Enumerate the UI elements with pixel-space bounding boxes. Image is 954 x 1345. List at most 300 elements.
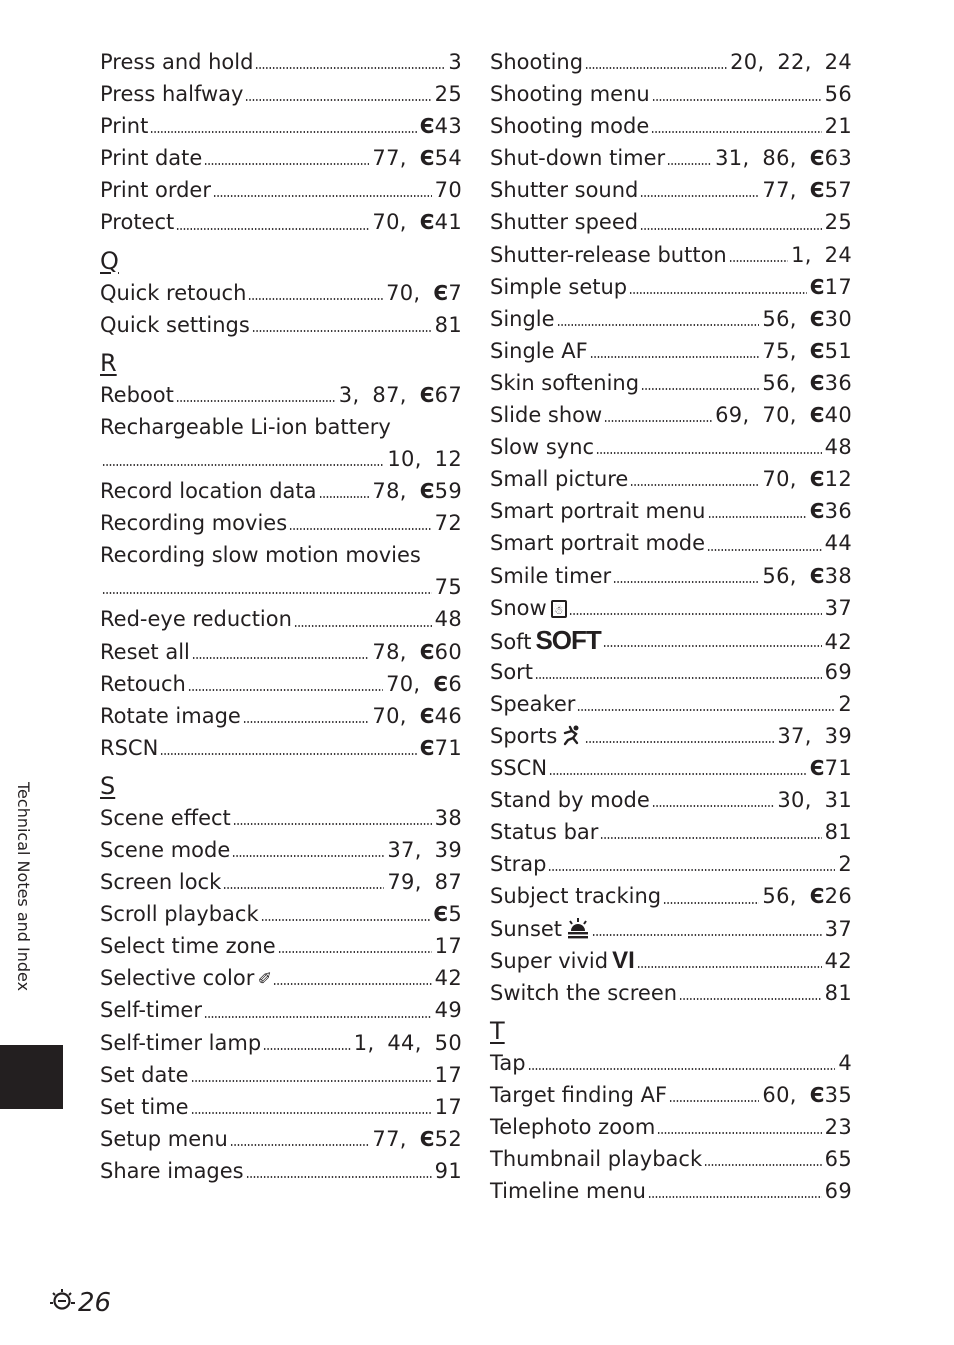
index-page-refs [825, 110, 852, 142]
index-page-refs [386, 668, 462, 700]
page-refs-text: 44 [824, 531, 852, 556]
index-page-refs [386, 277, 462, 309]
index-term [490, 816, 598, 848]
index-term [100, 206, 174, 238]
index-term [100, 46, 253, 78]
index-term-text: Scene effect [100, 805, 231, 830]
index-term-text: Subject tracking [490, 884, 662, 909]
index-term [490, 656, 533, 688]
page-refs-text: 38 [434, 805, 462, 830]
index-entry [490, 206, 852, 238]
index-entry [490, 46, 852, 78]
index-section-letter [100, 239, 462, 277]
index-term-text: Smart portrait menu [490, 499, 706, 524]
page-refs-text: 78, [372, 639, 420, 664]
index-term-text: Print date [100, 146, 203, 171]
reference-page-text: 59 [434, 479, 462, 504]
reference-mark-icon: Є [419, 210, 435, 235]
dot-leader [230, 1144, 370, 1146]
page-refs-text: 21 [824, 114, 852, 139]
index-page-refs [762, 303, 852, 335]
reference-mark-icon: Є [809, 178, 825, 203]
reference-mark-icon: Є [419, 114, 435, 139]
index-term [490, 78, 650, 110]
index-term [100, 379, 174, 411]
index-term [100, 174, 211, 206]
index-column-right [490, 46, 852, 1207]
index-term [100, 1091, 189, 1123]
dot-leader [243, 721, 370, 723]
reference-page-text: 26 [824, 884, 852, 909]
index-page-refs [435, 1059, 462, 1091]
index-term-text: Tap [490, 1050, 526, 1075]
dot-leader [630, 484, 759, 486]
reference-mark-icon: Є [419, 479, 435, 504]
index-term [100, 962, 271, 994]
sunset-scene-icon [566, 917, 590, 941]
dot-leader [176, 400, 336, 402]
reference-page-text: 17 [824, 274, 852, 299]
index-term [100, 700, 241, 732]
index-entry [490, 752, 852, 784]
index-page-refs [339, 379, 462, 411]
index-term [490, 913, 590, 945]
index-entry [490, 527, 852, 559]
index-term-text: Small picture [490, 467, 629, 492]
page-refs-text: 37 [824, 595, 852, 620]
index-entry [490, 816, 852, 848]
dot-leader [585, 741, 774, 743]
dot-leader [191, 1112, 432, 1114]
index-term-text: Share images [100, 1158, 244, 1183]
reference-mark-icon: Є [419, 382, 435, 407]
index-term [100, 802, 231, 834]
index-entry [490, 174, 852, 206]
index-page-refs [825, 977, 852, 1009]
reference-page-text: 71 [434, 735, 462, 760]
index-page-refs [435, 802, 462, 834]
index-entry [100, 930, 462, 962]
dot-leader [319, 496, 370, 498]
index-term-text: Self-timer [100, 998, 202, 1023]
dot-leader [629, 292, 807, 294]
index-entry [100, 636, 462, 668]
index-term [490, 303, 555, 335]
index-page-refs [420, 732, 462, 764]
page-number-value: 26 [78, 1288, 112, 1318]
index-term-text: Record location data [100, 479, 317, 504]
index-entry [100, 603, 462, 635]
index-page-refs [435, 930, 462, 962]
index-page-refs [448, 46, 462, 78]
dot-leader [604, 420, 712, 422]
index-term [100, 1155, 244, 1187]
reference-page-text: 30 [824, 306, 852, 331]
index-entry [490, 1143, 852, 1175]
dot-leader [248, 298, 383, 300]
dot-leader [648, 1196, 822, 1198]
page-refs-text: 3, 87, [338, 382, 420, 407]
section-letter-text: Q [100, 246, 119, 275]
index-page-refs [825, 206, 852, 238]
index-entry [100, 309, 462, 341]
index-page-refs [762, 560, 852, 592]
page-refs-text: 69, 70, [715, 403, 810, 428]
index-page-refs [838, 688, 852, 720]
index-page-refs [762, 335, 852, 367]
index-page-refs [387, 443, 462, 475]
index-entry [100, 539, 462, 571]
index-entry [490, 367, 852, 399]
page-refs-text: 2 [838, 691, 852, 716]
index-page-refs [372, 636, 462, 668]
page-refs-text: 81 [434, 312, 462, 337]
page-refs-text: 37, 39 [387, 837, 462, 862]
index-page-refs [435, 603, 462, 635]
snow-scene-icon: ☃ [551, 600, 567, 618]
index-term-text: Timeline menu [490, 1179, 646, 1204]
index-term-text: Shooting mode [490, 114, 650, 139]
reference-page-text: 38 [824, 563, 852, 588]
page-refs-text: 60, [762, 1082, 810, 1107]
index-term [490, 335, 588, 367]
page-refs-text: 42 [824, 948, 852, 973]
index-term [490, 1111, 655, 1143]
index-term [490, 1079, 667, 1111]
index-entry [490, 431, 852, 463]
index-term-text: Switch the screen [490, 980, 678, 1005]
index-term-text: Smile timer [490, 563, 612, 588]
reference-mark-icon: Є [809, 403, 825, 428]
index-entry [100, 142, 462, 174]
index-page-refs [825, 1143, 852, 1175]
reference-page-text: 51 [824, 338, 852, 363]
index-page-refs [762, 367, 852, 399]
reference-page-text: 35 [824, 1082, 852, 1107]
index-page-refs [825, 527, 852, 559]
index-page-refs [435, 507, 462, 539]
index-term [100, 930, 276, 962]
index-page-refs [435, 994, 462, 1026]
reference-mark-icon: Є [809, 1082, 825, 1107]
page-refs-text: 70, [386, 280, 434, 305]
reference-page-text: 12 [824, 467, 852, 492]
page-refs-text: 72 [434, 511, 462, 536]
page-refs-text: 69 [824, 1179, 852, 1204]
index-term-text: Setup menu [100, 1126, 228, 1151]
index-term-text: Red-eye reduction [100, 607, 292, 632]
index-term-text: Smart portrait mode [490, 531, 706, 556]
section-tab-marker [0, 1045, 63, 1109]
index-page-refs [838, 848, 852, 880]
index-page-refs [435, 962, 462, 994]
index-entry [100, 443, 462, 475]
dot-leader [704, 1164, 822, 1166]
index-term-text: Single [490, 306, 555, 331]
page-refs-text: 48 [434, 607, 462, 632]
index-term [490, 399, 602, 431]
index-term-text: Soft [490, 629, 532, 654]
dot-leader [663, 902, 759, 904]
index-term [100, 539, 421, 571]
index-entry [100, 802, 462, 834]
reference-page-text: 63 [824, 146, 852, 171]
reference-mark-icon: Є [809, 306, 825, 331]
index-term [100, 834, 230, 866]
index-entry [490, 1047, 852, 1079]
index-entry [490, 848, 852, 880]
index-term [100, 994, 202, 1026]
index-term-text: Shutter sound [490, 178, 639, 203]
reference-mark-icon: Є [419, 1126, 435, 1151]
index-term [490, 239, 727, 271]
index-page-refs [810, 495, 852, 527]
dot-leader [176, 228, 369, 230]
index-entry [100, 1123, 462, 1155]
index-entry [100, 898, 462, 930]
index-term [490, 495, 706, 527]
dot-leader [191, 1080, 432, 1082]
index-term [100, 1027, 261, 1059]
index-term [100, 110, 148, 142]
index-term [100, 636, 190, 668]
dot-leader [535, 677, 822, 679]
sports-scene-icon [561, 724, 583, 748]
index-page-refs [777, 784, 852, 816]
dot-leader [528, 1068, 836, 1070]
page-refs-text: 17 [434, 1094, 462, 1119]
page-refs-text: 75 [434, 575, 462, 600]
page-refs-text: 1, 24 [791, 242, 852, 267]
index-term-text: Press halfway [100, 82, 244, 107]
index-page-refs [372, 700, 462, 732]
page-refs-text: 2 [838, 852, 852, 877]
page-refs-text: 17 [434, 1062, 462, 1087]
index-term [100, 732, 158, 764]
index-entry [100, 110, 462, 142]
index-entry [100, 411, 462, 443]
index-section-letter [100, 764, 462, 802]
index-page-refs [825, 626, 852, 658]
index-page-refs [435, 1155, 462, 1187]
index-page-refs [715, 142, 852, 174]
dot-leader [596, 452, 822, 454]
page-refs-text: 37, 39 [777, 723, 852, 748]
reference-page-text: 46 [434, 703, 462, 728]
index-term-text: Shooting [490, 50, 584, 74]
index-column-left [100, 46, 462, 1187]
index-term-text: Shutter-release button [490, 242, 727, 267]
index-term [490, 142, 665, 174]
reference-mark-icon: Є [433, 671, 449, 696]
index-entry [490, 720, 852, 752]
page-refs-text: 70 [434, 178, 462, 203]
index-term [100, 668, 186, 700]
index-entry [100, 700, 462, 732]
dot-leader [652, 99, 822, 101]
index-term [490, 367, 639, 399]
index-section-letter [100, 341, 462, 379]
index-term-text: Set date [100, 1062, 189, 1087]
index-term-text: RSCN [100, 735, 159, 760]
reference-mark-icon: Є [419, 735, 435, 760]
index-page-refs [825, 816, 852, 848]
index-term-text: Set time [100, 1094, 189, 1119]
dot-leader [585, 67, 727, 69]
index-term-text: Selective color [100, 966, 255, 991]
index-entry [100, 1155, 462, 1187]
index-page-refs [435, 78, 462, 110]
page-refs-text: 75, [762, 338, 810, 363]
index-entry [490, 1175, 852, 1207]
reference-mark-icon: Є [433, 902, 449, 927]
index-term [490, 560, 611, 592]
reference-mark-icon: Є [809, 756, 825, 781]
index-term-text: Quick settings [100, 312, 250, 337]
index-term-text: Speaker [490, 691, 576, 716]
index-term [100, 411, 391, 443]
index-entry [490, 880, 852, 912]
dot-leader [729, 260, 788, 262]
index-entry [100, 834, 462, 866]
dot-leader [263, 1048, 351, 1050]
index-term-text: Screen lock [100, 870, 222, 895]
dot-leader [577, 709, 835, 711]
index-page-refs [372, 1123, 462, 1155]
reference-page-text: 6 [448, 671, 462, 696]
dot-leader [640, 228, 822, 230]
index-page-refs [435, 174, 462, 206]
reference-mark-icon: Є [809, 563, 825, 588]
dot-leader [641, 388, 759, 390]
page-refs-text: 37 [824, 916, 852, 941]
index-entry [100, 507, 462, 539]
reference-page-text: 54 [434, 146, 462, 171]
index-entry [100, 962, 462, 994]
index-entry [490, 656, 852, 688]
page-refs-text: 70, [762, 467, 810, 492]
index-term [100, 603, 292, 635]
index-entry [100, 994, 462, 1026]
page-refs-text: 77, [372, 1126, 420, 1151]
dot-leader [600, 837, 821, 839]
dot-leader [592, 934, 822, 936]
page-refs-text: 56, [762, 563, 810, 588]
page-refs-text: 56 [824, 82, 852, 107]
index-page-refs [810, 271, 852, 303]
index-page-refs [825, 1111, 852, 1143]
index-page-refs [825, 1175, 852, 1207]
page-refs-text: 77, [762, 178, 810, 203]
index-entry [100, 174, 462, 206]
dot-leader [261, 919, 431, 921]
index-entry [490, 110, 852, 142]
index-term-text: Sort [490, 659, 534, 684]
index-page-refs [825, 656, 852, 688]
index-term-text: Scroll playback [100, 902, 259, 927]
index-term-text: Select time zone [100, 934, 276, 959]
page-refs-text: 42 [824, 629, 852, 654]
page-refs-text: 56, [762, 370, 810, 395]
dot-leader [667, 163, 712, 165]
dot-leader [192, 657, 370, 659]
index-entry [100, 206, 462, 238]
dot-leader [640, 195, 759, 197]
index-term-text: Stand by mode [490, 788, 650, 813]
index-page-refs [762, 880, 852, 912]
index-entry [490, 271, 852, 303]
index-term [490, 880, 661, 912]
index-term-text: Status bar [490, 820, 599, 845]
index-page-refs [387, 834, 462, 866]
dot-leader [160, 753, 416, 755]
reference-mark-icon: Є [433, 280, 449, 305]
page-refs-text: 70, [386, 671, 434, 696]
index-term-text: SSCN [490, 756, 548, 781]
page-refs-text: 56, [762, 306, 810, 331]
index-term-text: Retouch [100, 671, 186, 696]
dot-leader [603, 645, 822, 647]
reference-mark-icon: Є [419, 639, 435, 664]
index-term-text: Print order [100, 178, 211, 203]
dot-leader [557, 324, 760, 326]
index-page-refs [354, 1027, 462, 1059]
index-entry [100, 1091, 462, 1123]
dot-leader [245, 99, 431, 101]
page-refs-text: 1, 44, 50 [353, 1030, 462, 1055]
index-page-refs [372, 206, 462, 238]
reference-mark-icon: Є [809, 370, 825, 395]
index-term [490, 784, 650, 816]
index-entry [490, 335, 852, 367]
index-entry [490, 142, 852, 174]
dot-leader [657, 1132, 821, 1134]
dot-leader [637, 966, 822, 968]
page-refs-text: 30, 31 [777, 788, 852, 813]
index-page-refs [762, 174, 852, 206]
index-term-text: Recording movies [100, 511, 288, 536]
dot-leader [188, 689, 383, 691]
index-entry [490, 913, 852, 945]
index-term [100, 1123, 228, 1155]
index-term [490, 945, 635, 977]
index-term-text: Slow sync [490, 435, 595, 460]
page-refs-text: 77, [372, 146, 420, 171]
dot-leader [213, 195, 432, 197]
section-letter-text: S [100, 771, 116, 800]
index-page-refs [372, 475, 462, 507]
index-entry [100, 668, 462, 700]
section-letter-text: R [100, 348, 117, 377]
index-term [490, 592, 567, 624]
page-refs-text: 81 [824, 980, 852, 1005]
reference-page-text: 36 [824, 499, 852, 524]
page-refs-text: 49 [434, 998, 462, 1023]
index-term [490, 720, 583, 752]
page-refs-text: 78, [372, 479, 420, 504]
index-page-refs [435, 309, 462, 341]
page-refs-text: 23 [824, 1115, 852, 1139]
index-page-refs [387, 866, 462, 898]
selective-color-icon: ✐ [258, 966, 272, 991]
index-entry [100, 866, 462, 898]
index-term-text: Single AF [490, 338, 588, 363]
index-entry [100, 475, 462, 507]
page-refs-text: 10, 12 [387, 446, 462, 471]
index-term [490, 624, 601, 658]
index-entry [100, 732, 462, 764]
index-term-text: Quick retouch [100, 280, 247, 305]
